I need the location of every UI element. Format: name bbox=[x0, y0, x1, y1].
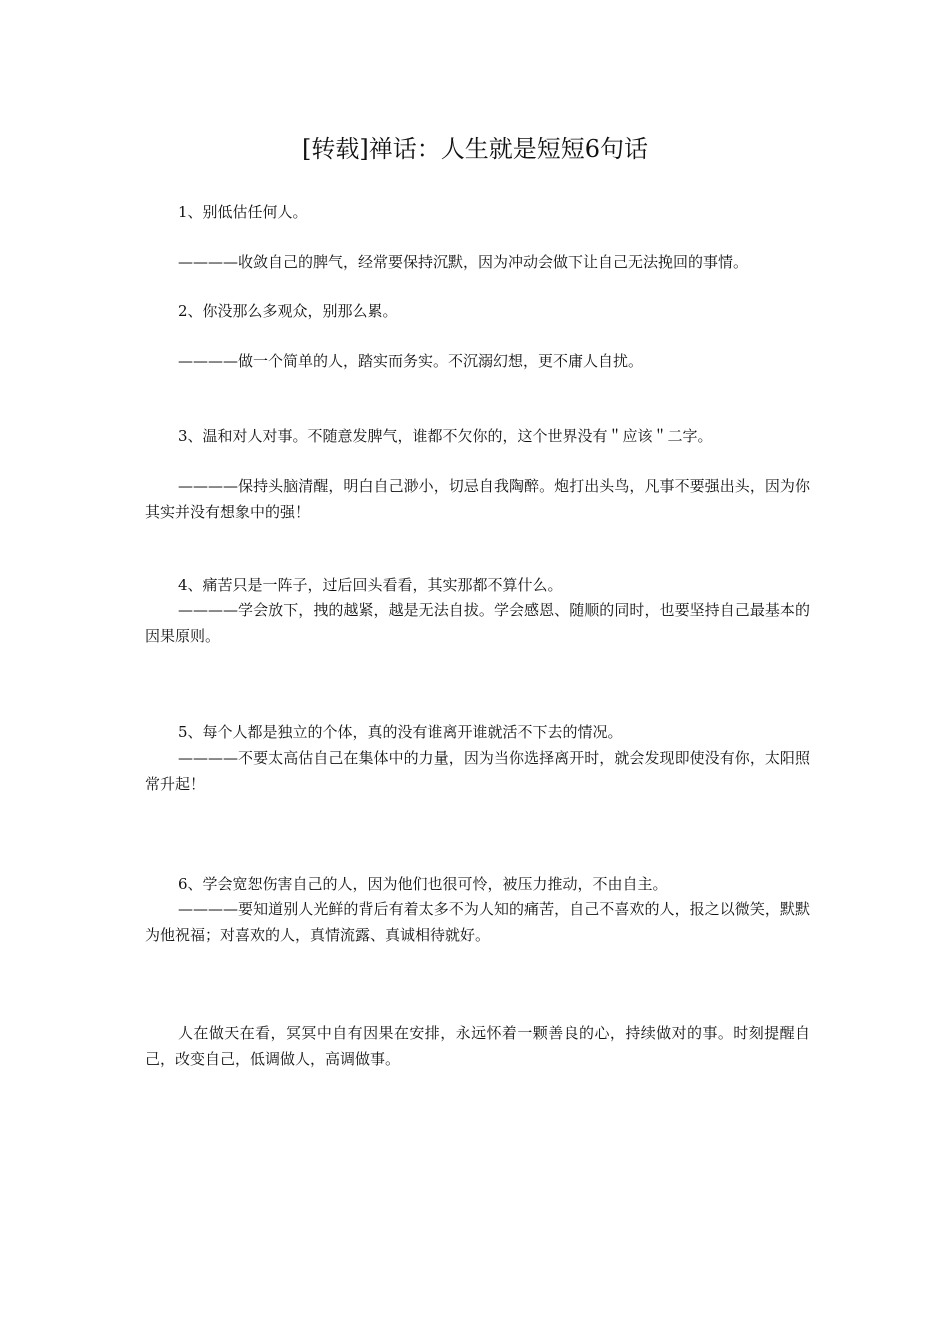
item-6-detail: ————要知道别人光鲜的背后有着太多不为人知的痛苦，自己不喜欢的人，报之以微笑，默默为他祝福；对喜欢的人，真情流露、真诚相待就好。 bbox=[145, 900, 810, 944]
item-4-heading: 4、痛苦只是一阵子，过后回头看看，其实那都不算什么。 bbox=[178, 576, 563, 594]
item-5-heading: 5、每个人都是独立的个体，真的没有谁离开谁就活不下去的情况。 bbox=[178, 723, 623, 741]
item-4-detail: ————学会放下，拽的越紧，越是无法自拔。学会感恩、随顺的同时，也要坚持自己最基本的因果原则。 bbox=[145, 601, 810, 645]
item-2-heading: 2、你没那么多观众，别那么累。 bbox=[178, 302, 398, 320]
item-3-detail: ————保持头脑清醒，明白自己渺小，切忌自我陶醉。炮打出头鸟，凡事不要强出头，因为你其实并没有想象中的强！ bbox=[145, 477, 810, 521]
document-title: [转载]禅话：人生就是短短6句话 bbox=[302, 135, 648, 163]
item-1-detail: ————收敛自己的脾气，经常要保持沉默，因为冲动会做下让自己无法挽回的事情。 bbox=[178, 253, 749, 271]
item-6-heading: 6、学会宽恕伤害自己的人，因为他们也很可怜，被压力推动，不由自主。 bbox=[178, 875, 668, 893]
item-2-detail: ————做一个简单的人，踏实而务实。不沉溺幻想，更不庸人自扰。 bbox=[178, 352, 644, 370]
item-3-heading: 3、温和对人对事。不随意发脾气，谁都不欠你的，这个世界没有＂应该＂二字。 bbox=[178, 427, 713, 445]
conclusion-paragraph: 人在做天在看，冥冥中自有因果在安排，永远怀着一颗善良的心，持续做对的事。时刻提醒自己，改变自己，低调做人，高调做事。 bbox=[145, 1024, 810, 1068]
item-1-heading: 1、别低估任何人。 bbox=[178, 203, 308, 221]
item-5-detail: ————不要太高估自己在集体中的力量，因为当你选择离开时，就会发现即使没有你，太阳照常升起！ bbox=[145, 749, 810, 793]
